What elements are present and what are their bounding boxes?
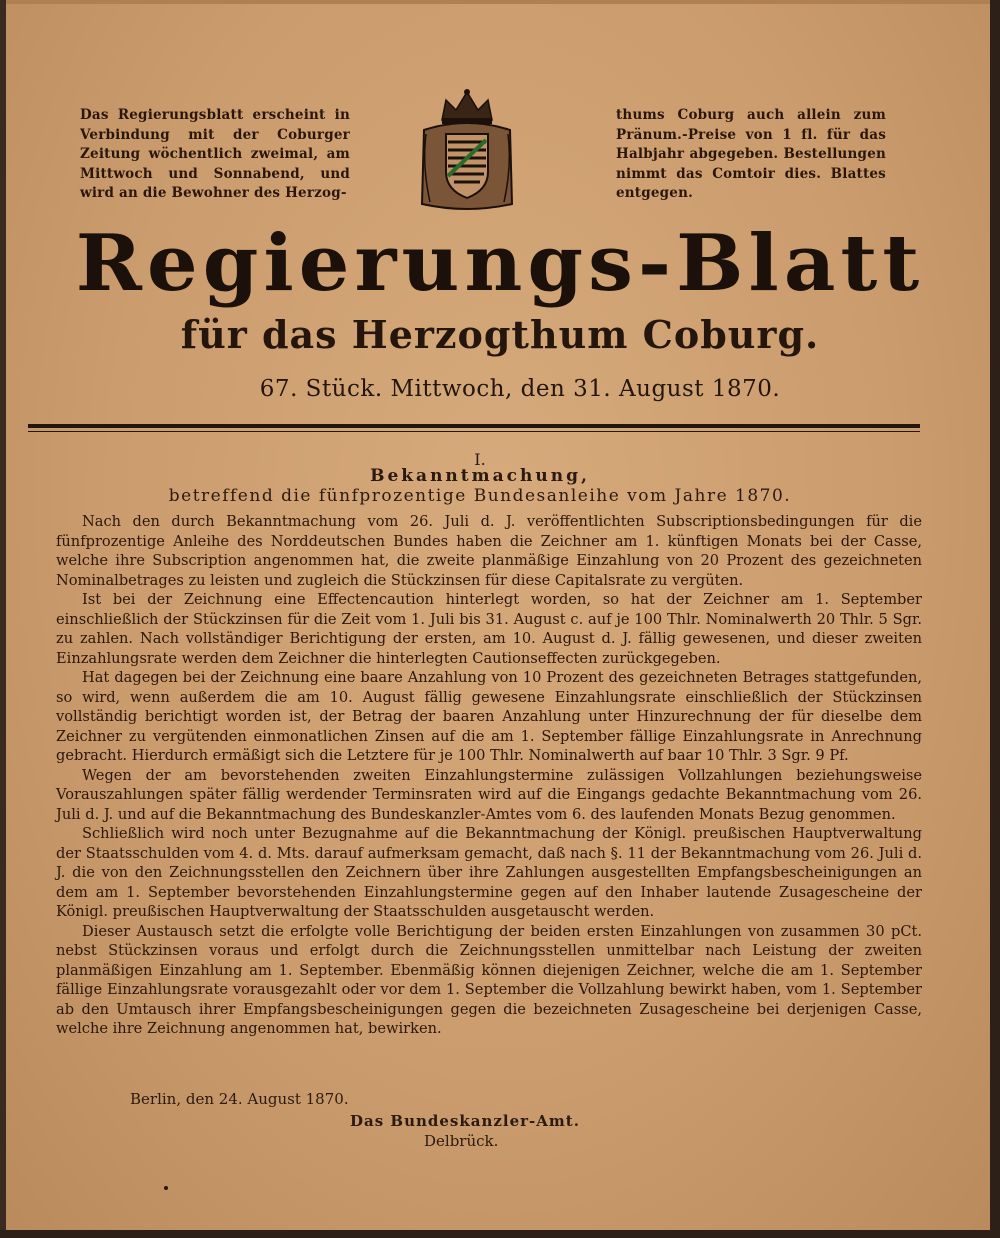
header-right-note: thums Coburg auch allein zum Pränum.-Preise von 1 fl. für das Halbjahr abgegeben. Bestellungen nimmt das Comtoir dies. Blattes entgegen. <box>616 107 886 201</box>
scan-edge-top <box>0 0 1000 4</box>
scan-edge-left <box>0 0 6 1238</box>
thin-divider <box>28 431 920 432</box>
article-body <box>56 512 922 1039</box>
section-subtitle: betreffend die fünfprozentige Bundesanleihe vom Jahre 1870. <box>168 486 792 506</box>
paragraph: Dieser Austausch setzt die erfolgte volle Berichtigung der beiden ersten Einzahlungen von zusammen 30 pCt. nebst Stückzinsen voraus und erfolgt durch die Zeichnungsstellen unmittelbar nach Leistung der zweiten planmäßigen Einzahlung am 1. September. Ebenmäßig können diejenigen Zeichner, welche die am 1. September fällige Einzahlungsrate vorausgezahlt oder vor dem 1. September die Vollzahlung bewirkt haben, vom 1. September ab den Umtausch ihrer Empfangsbescheinigungen gegen die bezeichneten Zusagescheine bei derjenigen Casse, welche ihre Zeichnung angenommen hat, bewirken. <box>56 922 922 1037</box>
heavy-divider <box>28 424 920 428</box>
issue-line: 67. Stück. Mittwoch, den 31. August 1870. <box>259 376 781 402</box>
paragraph: Nach den durch Bekanntmachung vom 26. Juli d. J. veröffentlichten Subscriptionsbedingungen für die fünfprozentige Anleihe des Norddeutschen Bundes haben die Zeichner am 1. künftigen Monats bei der Casse, welche ihre Subscription angenommen hat, die zweite planmäßige Einzahlung von 20 Prozent des gezeichneten Nominalbetrages zu leisten und zugleich die Stückzinsen für diese Capitalsrate zu vergüten. <box>56 513 922 589</box>
scan-edge-right <box>990 0 1000 1238</box>
signature-place-date: Berlin, den 24. August 1870. <box>130 1090 349 1108</box>
masthead-title: Regierungs-Blatt <box>75 218 925 309</box>
header-left-note: Das Regierungsblatt erscheint in Verbindung mit der Coburger Zeitung wöchentlich zweimal, am Mittwoch und Sonnabend, und wird an die Bewohner des Herzog- <box>80 107 350 201</box>
section-number: I. <box>474 450 486 469</box>
paragraph: Schließlich wird noch unter Bezugnahme auf die Bekanntmachung der Königl. preußischen Hauptverwaltung der Staatsschulden vom 4. d. Mts. darauf aufmerksam gemacht, daß nach §. 11 der Bekanntmachung vom 26. Juli d. J. die von den Zeichnungsstellen den Zeichnern über ihre Zahlungen ausgestellten Empfangsbescheinigungen an dem am 1. September bevorstehenden Einzahlungstermine gegen auf den Inhaber lautende Zusagescheine der Königl. preußischen Hauptverwaltung der Staatsschulden ausgetauscht werden. <box>56 825 922 920</box>
signature-office: Das Bundeskanzler-Amt. <box>350 1112 580 1130</box>
paragraph: Hat dagegen bei der Zeichnung eine baare Anzahlung von 10 Prozent des gezeichneten Betrages stattgefunden, so wird, wenn außerdem die am 10. August fällig gewesene Einzahlungsrate einschließlich der Stückzinsen vollständig berichtigt worden ist, der Betrag der baaren Anzahlung unter Hinzurechnung der für dieselbe dem Zeichner zu vergütenden einmonatlichen Zinsen auf die am 1. September fällige Einzahlungsrate in Anrechnung gebracht. Hierdurch ermäßigt sich die Letztere für je 100 Thlr. Nominalwerth auf baar 10 Thlr. 3 Sgr. 9 Pf. <box>56 669 922 764</box>
ink-speck <box>164 1186 168 1190</box>
paragraph: Wegen der am bevorstehenden zweiten Einzahlungstermine zulässigen Vollzahlungen beziehungsweise Vorauszahlungen später fällig werdender Terminsraten wird auf die Eingangs gedachte Bekanntmachung vom 26. Juli d. J. und auf die Bekanntmachung des Bundeskanzler-Amtes vom 6. des laufenden Monats Bezug genommen. <box>56 766 922 823</box>
section-title: Bekanntmachung, <box>370 466 590 486</box>
paragraph: Ist bei der Zeichnung eine Effectencaution hinterlegt worden, so hat der Zeichner am 1. September einschließlich der Stückzinsen für die Zeit vom 1. Juli bis 31. August c. auf je 100 Thlr. Nominalwerth 20 Thlr. 5 Sgr. zu zahlen. Nach vollständiger Berichtigung der ersten, am 10. August d. J. fällig gewesenen, und dieser zweiten Einzahlungsrate werden dem Zeichner die hinterlegten Cautionseffecten zurückgegeben. <box>56 591 922 667</box>
signature-name: Delbrück. <box>424 1132 499 1150</box>
ducal-coat-of-arms-icon <box>412 86 522 216</box>
masthead-subtitle: für das Herzogthum Coburg. <box>180 312 820 357</box>
scan-edge-bottom <box>0 1230 1000 1238</box>
